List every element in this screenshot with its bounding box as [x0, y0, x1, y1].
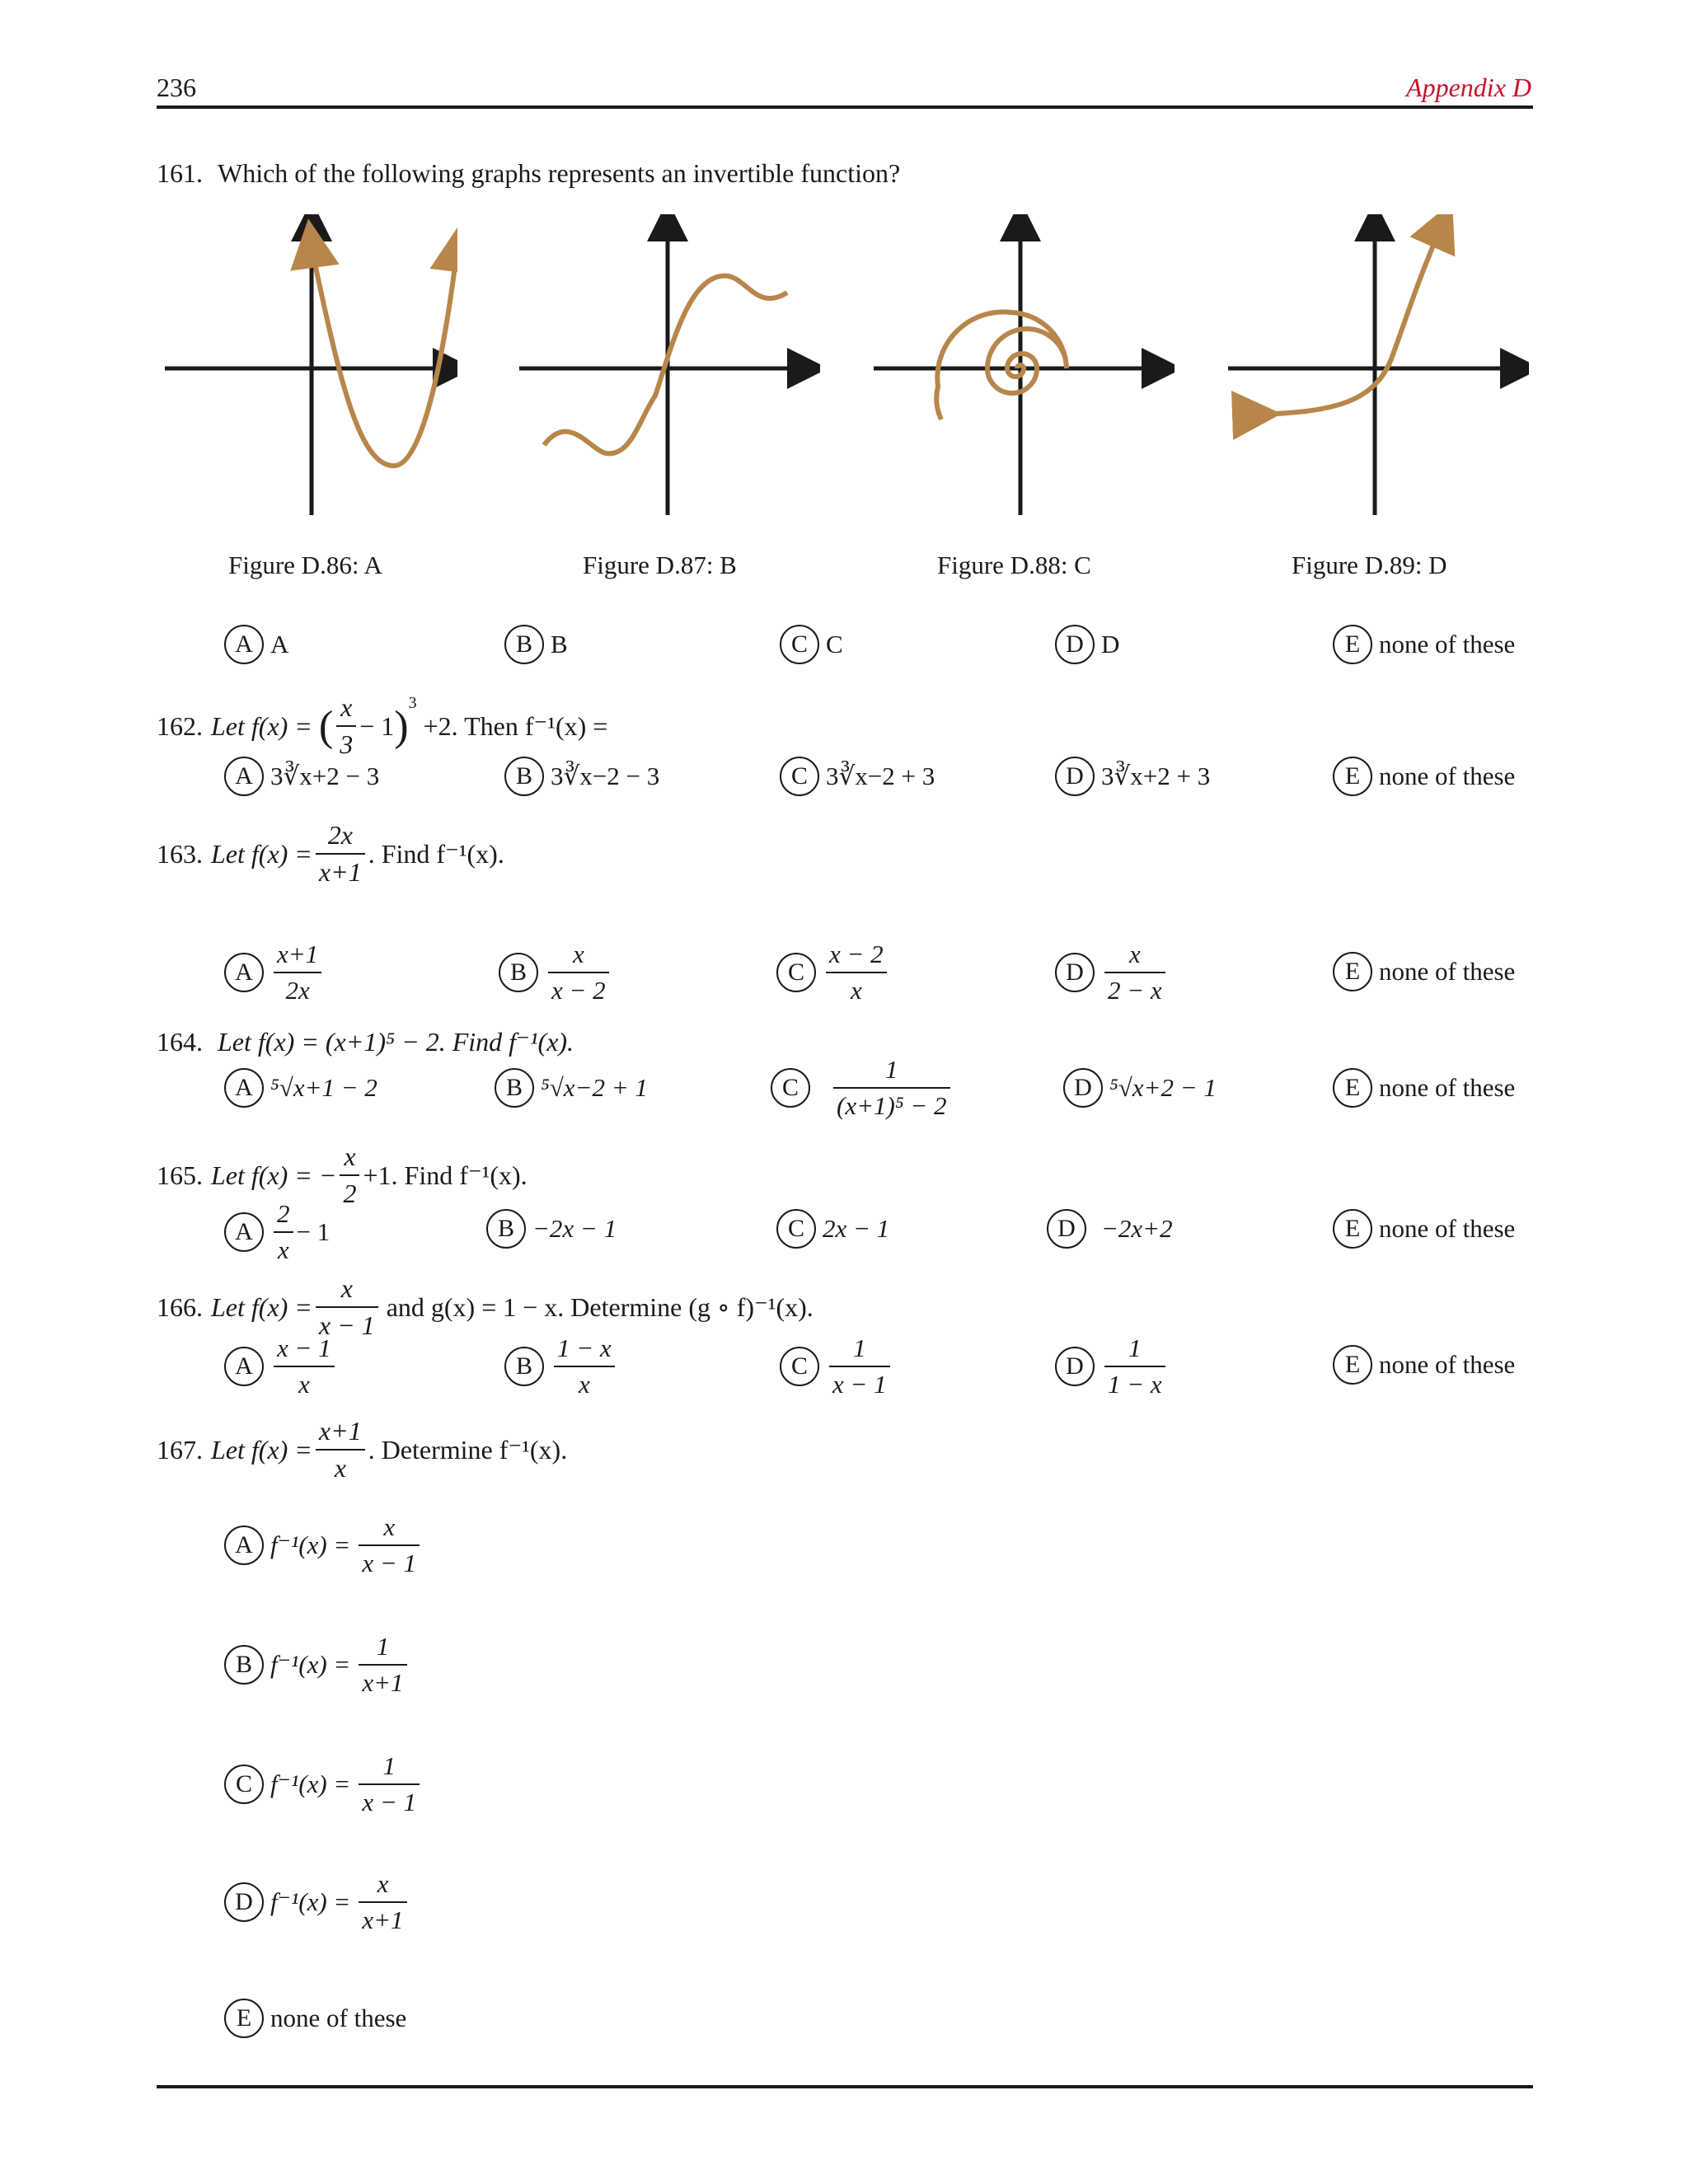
option-a[interactable]: A 3∛x+2 − 3	[224, 757, 379, 796]
fraction: $\frac{2x}{x+1}$	[316, 820, 365, 888]
option-c[interactable]: C $\frac{x - 2}{x}$	[776, 940, 890, 1005]
figure-caption: Figure D.89: D	[1292, 551, 1447, 579]
option-a[interactable]: A ⁵√x+1 − 2	[224, 1068, 377, 1108]
question-text: Which of the following graphs represents an invertible function?	[218, 158, 901, 188]
option-d[interactable]: D $\frac{x}{2 - x}$	[1055, 940, 1169, 1005]
page-number: 236	[157, 73, 196, 102]
option-e[interactable]: E none of these	[1333, 1345, 1515, 1385]
option-c[interactable]: C f⁻¹(x) = $\frac{1}{x - 1}$	[224, 1751, 423, 1817]
figure-b-wave	[515, 214, 820, 519]
option-c[interactable]: C $\frac{1}{\text{(x+1)⁵ − 2}}$	[771, 1055, 954, 1121]
option-letter: B	[504, 625, 544, 664]
question-165: 165. Let f(x) = − $\frac{x}{2}$ +1. Find f⁻¹(x).	[157, 1141, 528, 1208]
curve	[313, 247, 457, 466]
figure-caption: Figure D.87: B	[583, 551, 737, 579]
question-number: 162.	[157, 710, 203, 741]
option-letter: D	[1055, 625, 1095, 664]
option-b[interactable]: B ⁵√x−2 + 1	[495, 1068, 648, 1108]
header-rule	[157, 105, 1533, 109]
option-c[interactable]: C $\frac{1}{x - 1}$	[780, 1333, 893, 1399]
option-a[interactable]: A A	[224, 625, 288, 664]
option-e[interactable]: E none of these	[1333, 1209, 1515, 1249]
figure-a-parabola	[161, 214, 457, 519]
option-e[interactable]: E none of these	[1333, 1068, 1515, 1108]
figure-caption: Figure D.88: C	[937, 551, 1091, 579]
question-number: 161.	[157, 158, 203, 188]
option-b[interactable]: B B	[504, 625, 568, 664]
fraction: $\frac{x}{x - 1}$	[316, 1273, 378, 1341]
option-e[interactable]: E none of these	[1333, 625, 1515, 664]
figure-d-exponential	[1224, 214, 1529, 519]
option-b[interactable]: B f⁻¹(x) = $\frac{1}{x+1}$	[224, 1632, 410, 1698]
option-d[interactable]: D −2x+2	[1047, 1209, 1173, 1249]
fraction: $\frac{x}{3}$	[336, 692, 356, 760]
question-161	[157, 158, 900, 189]
option-d[interactable]: D 3∛x+2 + 3	[1055, 757, 1210, 796]
option-b[interactable]: B $\frac{1 - x}{x}$	[504, 1333, 618, 1399]
option-a[interactable]: A $\frac{x+1}{2x}$	[224, 940, 325, 1005]
option-e[interactable]: E none of these	[224, 1999, 406, 2038]
option-e[interactable]: E none of these	[1333, 757, 1515, 796]
curve	[936, 312, 1067, 419]
option-d[interactable]: D f⁻¹(x) = $\frac{x}{x+1}$	[224, 1869, 410, 1935]
option-c[interactable]: C 3∛x−2 + 3	[780, 757, 935, 796]
option-a[interactable]: A $\frac{x - 1}{x}$	[224, 1333, 338, 1399]
figure-caption: Figure D.86: A	[228, 551, 382, 579]
fraction: $\frac{x+1}{x}$	[316, 1416, 365, 1483]
footer-rule	[157, 2085, 1533, 2088]
option-e[interactable]: E none of these	[1333, 952, 1515, 991]
option-c[interactable]: C 2x − 1	[776, 1209, 889, 1249]
fraction: $\frac{x}{2}$	[340, 1141, 359, 1209]
question-166: 166. Let f(x) = $\frac{x}{x - 1}$ and g(x) = 1 − x. Determine (g ∘ f)⁻¹(x).	[157, 1273, 814, 1340]
question-163: 163. Let f(x) = $\frac{2x}{x+1}$ . Find f⁻¹(x).	[157, 820, 504, 887]
option-d[interactable]: D $\frac{1}{1 - x}$	[1055, 1333, 1169, 1399]
question-164: 164. Let f(x) = (x+1)⁵ − 2. Find f⁻¹(x).	[157, 1027, 574, 1057]
figure-c-spiral	[870, 214, 1175, 519]
option-b[interactable]: B $\frac{x}{x - 2}$	[499, 940, 612, 1005]
option-letter: C	[780, 625, 819, 664]
option-letter: A	[224, 625, 264, 664]
curve	[1257, 224, 1442, 415]
question-162: 162. Let f(x) = ( $\frac{x}{3}$ − 1 ) 3 +2. Then f⁻¹(x) =	[157, 692, 608, 759]
option-d[interactable]: D ⁵√x+2 − 1	[1063, 1068, 1217, 1108]
option-a[interactable]: A $\frac{2}{x}$ − 1	[224, 1199, 330, 1265]
option-a[interactable]: A f⁻¹(x) = $\frac{x}{x - 1}$	[224, 1512, 423, 1578]
option-b[interactable]: B −2x − 1	[486, 1209, 617, 1249]
appendix-title: Appendix D	[1406, 73, 1531, 102]
question-167: 167. Let f(x) = $\frac{x+1}{x}$ . Determine f⁻¹(x).	[157, 1416, 568, 1483]
option-b[interactable]: B 3∛x−2 − 3	[504, 757, 659, 796]
option-c[interactable]: C C	[780, 625, 843, 664]
option-letter: E	[1333, 625, 1372, 664]
option-d[interactable]: D D	[1055, 625, 1119, 664]
